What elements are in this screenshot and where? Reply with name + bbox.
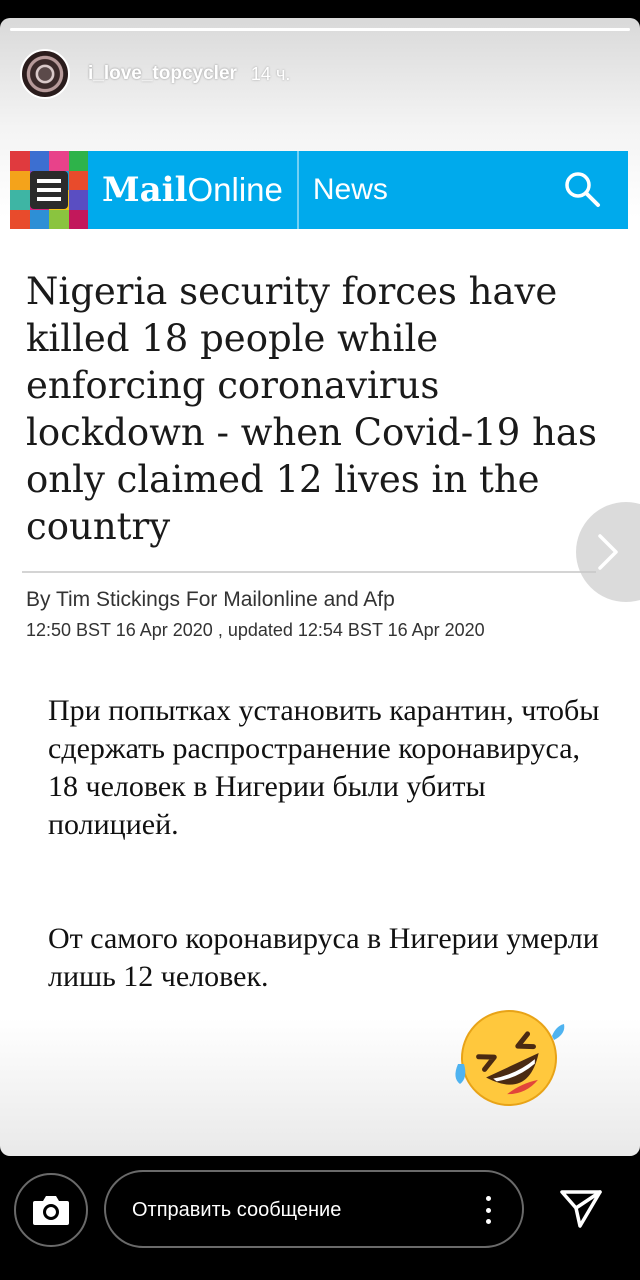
- message-input[interactable]: [104, 1170, 524, 1248]
- mailonline-header: [10, 151, 628, 229]
- story-progress-fill: [10, 28, 630, 31]
- reply-bar: [0, 1160, 640, 1280]
- section-label[interactable]: News: [312, 173, 388, 206]
- logo-mail-text: Mail: [102, 170, 188, 210]
- story-time: 14 ч.: [250, 63, 291, 84]
- camera-icon: [31, 1193, 71, 1227]
- header-divider: [297, 151, 299, 229]
- story-frame[interactable]: [0, 18, 640, 1156]
- avatar[interactable]: [20, 49, 70, 99]
- menu-icon[interactable]: [30, 171, 68, 209]
- story-progress-bar: [10, 28, 630, 31]
- caption-paragraph-2: От самого коронавируса в Нигерии умерли лишь 12 человек.: [48, 922, 599, 993]
- message-placeholder: Отправить сообщение: [132, 1199, 342, 1221]
- article-byline: By Tim Stickings For Mailonline and Afp: [26, 588, 395, 611]
- headline-divider: [22, 571, 596, 573]
- more-vertical-icon[interactable]: [484, 1196, 492, 1224]
- search-icon[interactable]: [562, 169, 602, 209]
- article-headline: Nigeria security forces have killed 18 people while enforcing coronavirus lockdown - when Covid-19 has only claimed 12 lives in the country: [26, 270, 597, 548]
- story-header: [20, 48, 290, 100]
- send-icon[interactable]: [558, 1188, 604, 1230]
- caption-paragraph-1: При попытках установить карантин, чтобы сдержать распространение коронавируса, 18 человек в Нигерии были убиты полицией.: [48, 694, 600, 841]
- mosaic-logo: [10, 151, 88, 229]
- chevron-right-icon: [594, 532, 622, 572]
- mailonline-logo[interactable]: [102, 170, 283, 210]
- article-dates: 12:50 BST 16 Apr 2020 , updated 12:54 BST 16 Apr 2020: [26, 620, 485, 640]
- camera-button[interactable]: [14, 1173, 88, 1247]
- rolling-laughing-emoji-icon: [450, 1004, 568, 1112]
- logo-online-text: Online: [187, 171, 283, 208]
- story-username[interactable]: i_love_topcycler: [88, 63, 237, 84]
